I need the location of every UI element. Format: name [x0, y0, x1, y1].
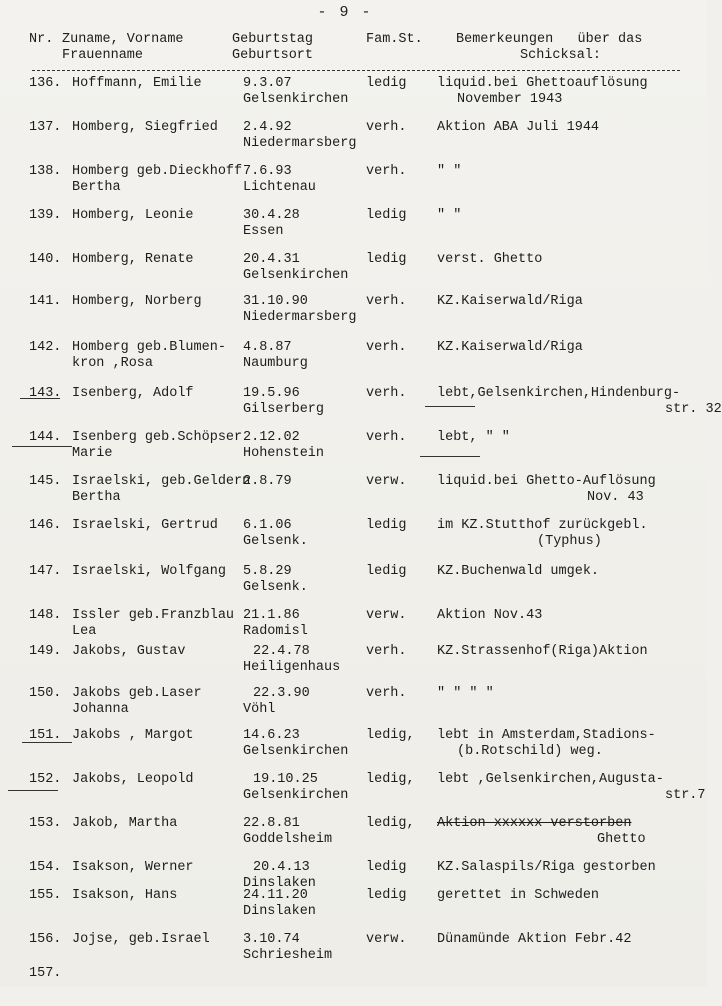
remarks-line1: im KZ.Stutthof zurückgebl.: [437, 518, 648, 533]
remarks: [437, 164, 699, 180]
remarks: [437, 860, 699, 876]
person-name-line1: Issler geb.Franzblau: [72, 608, 235, 623]
family-status: [366, 816, 434, 832]
remarks-line1: Aktion ABA Juli 1944: [437, 120, 600, 135]
entry-number-line1: 157.: [29, 966, 62, 981]
header-remarks-line2: Schicksal:: [520, 48, 602, 63]
table-row: [0, 728, 707, 768]
table-row: [0, 518, 707, 558]
person-name: [72, 686, 244, 718]
entry-number-line1: 148.: [29, 608, 62, 623]
remarks: [437, 686, 699, 702]
entry-number: [29, 474, 71, 490]
table-row: [0, 430, 707, 470]
person-name: [72, 728, 244, 744]
person-name-line1: Homberg, Norberg: [72, 294, 202, 309]
birth-info-line1: 31.10.90: [243, 294, 308, 309]
family-status-line1: verh.: [366, 386, 407, 401]
person-name: [72, 860, 244, 876]
table-row: [0, 772, 707, 812]
entry-number: [29, 888, 71, 904]
person-name: [72, 932, 244, 948]
entry-number-line1: 139.: [29, 208, 62, 223]
person-name: [72, 386, 244, 402]
family-status-line1: verw.: [366, 932, 407, 947]
remarks: [437, 120, 699, 136]
birth-info-line1: 20.4.13: [253, 860, 310, 875]
header-nr: Nr.: [29, 32, 54, 47]
person-name-line1: Isenberg, Adolf: [72, 386, 194, 401]
underline-144-remark: [420, 456, 480, 457]
header-fam: Fam.St.: [366, 32, 423, 47]
birth-info-line2: Gelsenkirchen: [243, 744, 349, 759]
birth-info-line2: Gelsenkirchen: [243, 92, 349, 107]
remarks: [437, 430, 699, 446]
birth-info-line1: 22.3.90: [253, 686, 310, 701]
page-number: - 9 -: [317, 4, 373, 21]
header-name-line2: Frauenname: [62, 48, 144, 63]
person-name-line1: Jakobs, Leopold: [72, 772, 194, 787]
remarks-line1: " " " ": [437, 686, 494, 701]
table-row: [0, 252, 707, 292]
birth-info-line2: Dinslaken: [243, 904, 316, 919]
birth-info: [243, 76, 383, 108]
remarks: [437, 772, 706, 804]
birth-info: [243, 608, 383, 640]
family-status-line1: verh.: [366, 294, 407, 309]
person-name-line1: Homberg geb.Dieckhoff: [72, 164, 243, 179]
table-row: [0, 386, 722, 426]
remarks-line1: liquid.bei Ghettoauflösung: [437, 76, 648, 91]
table-row: [0, 164, 707, 204]
table-row: [0, 644, 707, 684]
birth-info: [243, 430, 383, 462]
person-name-line1: Isakson, Werner: [72, 860, 194, 875]
entry-number-line1: 150.: [29, 686, 62, 701]
family-status: [366, 252, 434, 268]
birth-info-line1: 19.10.25: [253, 772, 318, 787]
person-name: [72, 294, 244, 310]
person-name-line1: Israelski, Gertrud: [72, 518, 218, 533]
remarks-line1: KZ.Kaiserwald/Riga: [437, 294, 583, 309]
family-status: [366, 430, 434, 446]
entry-number-line1: 151.: [29, 728, 62, 743]
person-name-line2: Marie: [72, 446, 113, 461]
birth-info: [243, 644, 383, 676]
family-status: [366, 932, 434, 948]
family-status: [366, 564, 434, 580]
remarks-line1: verst. Ghetto: [437, 252, 543, 267]
remarks-line1: " ": [437, 164, 462, 179]
remarks-line1: KZ.Buchenwald umgek.: [437, 564, 600, 579]
person-name: [72, 816, 244, 832]
person-name: [72, 340, 244, 372]
birth-info-line1: 20.4.31: [243, 252, 300, 267]
birth-info-line2: Radomisl: [243, 624, 308, 639]
remarks-line1: KZ.Salaspils/Riga gestorben: [437, 860, 656, 875]
person-name: [72, 518, 244, 534]
entry-number: [29, 386, 71, 402]
birth-info-line2: Goddelsheim: [243, 832, 333, 847]
table-row: [0, 888, 707, 928]
underline-152: [8, 790, 58, 791]
remarks-line1: Dünamünde Aktion Febr.42: [437, 932, 632, 947]
birth-info: [243, 208, 383, 240]
birth-info-line2: Essen: [243, 224, 284, 239]
table-row: [0, 294, 707, 334]
header-birth-line1: Geburtstag: [232, 32, 314, 47]
family-status: [366, 76, 434, 92]
family-status: [366, 686, 434, 702]
family-status: [366, 120, 434, 136]
family-status-line1: ledig,: [366, 728, 415, 743]
person-name: [72, 564, 244, 580]
entry-number: [29, 686, 71, 702]
family-status: [366, 644, 434, 660]
entry-number-line1: 156.: [29, 932, 62, 947]
remarks-line2: November 1943: [457, 92, 563, 107]
person-name-line1: Jakobs geb.Laser: [72, 686, 202, 701]
birth-info: [243, 294, 383, 326]
remarks-line2: (b.Rotschild) weg.: [457, 744, 603, 759]
remarks-line1: " ": [437, 208, 462, 223]
birth-info-line2: Schriesheim: [243, 948, 333, 963]
person-name: [72, 888, 244, 904]
birth-info-line2: Gelsenk.: [243, 580, 308, 595]
birth-info-line2: Gilserberg: [243, 402, 325, 417]
remarks: [437, 888, 699, 904]
birth-info-line2: Vöhl: [243, 702, 276, 717]
remarks: [437, 932, 699, 948]
birth-info: [243, 686, 383, 718]
person-name-line1: Isenberg geb.Schöpser: [72, 430, 243, 445]
entry-number-line1: 138.: [29, 164, 62, 179]
person-name: [72, 430, 244, 462]
birth-info-line2: Dinslaken: [243, 876, 316, 891]
family-status-line1: verh.: [366, 686, 407, 701]
person-name-line1: Israelski, Wolfgang: [72, 564, 226, 579]
family-status: [366, 888, 434, 904]
family-status: [366, 294, 434, 310]
family-status: [366, 208, 434, 224]
family-status: [366, 164, 434, 180]
entry-number: [29, 564, 71, 580]
remarks: [437, 816, 699, 848]
person-name-line1: Jakob, Martha: [72, 816, 178, 831]
person-name-line1: Isakson, Hans: [72, 888, 178, 903]
entry-number-line1: 154.: [29, 860, 62, 875]
birth-info: [243, 386, 383, 418]
table-row: [0, 686, 707, 726]
birth-info: [243, 772, 383, 804]
person-name-line1: Hoffmann, Emilie: [72, 76, 202, 91]
person-name: [72, 76, 244, 92]
family-status-line1: ledig: [366, 860, 407, 875]
remarks-line1: gerettet in Schweden: [437, 888, 600, 903]
entry-number-line1: 153.: [29, 816, 62, 831]
person-name-line1: Israelski, geb.Geldern: [72, 474, 251, 489]
birth-info-line2: Gelsenkirchen: [243, 788, 349, 803]
person-name-line2: Bertha: [72, 490, 121, 505]
entry-number: [29, 120, 71, 136]
family-status: [366, 518, 434, 534]
family-status: [366, 386, 434, 402]
remarks-line1: lebt in Amsterdam,Stadions-: [437, 728, 656, 743]
birth-info-line1: 21.1.86: [243, 608, 300, 623]
entry-number-line1: 136.: [29, 76, 62, 91]
birth-info-line1: 2.12.02: [243, 430, 300, 445]
person-name: [72, 474, 251, 506]
underline-151: [22, 742, 72, 743]
header-name-line1: Zuname, Vorname: [62, 32, 184, 47]
entry-number-line1: 145.: [29, 474, 62, 489]
person-name: [72, 164, 244, 196]
table-row: [0, 120, 707, 160]
person-name-line2: kron ,Rosa: [72, 356, 154, 371]
family-status: [366, 772, 434, 788]
remarks-line2: Ghetto: [597, 832, 646, 847]
underline-144: [12, 446, 72, 447]
remarks-line2: str.7: [665, 788, 706, 803]
person-name-line1: Jojse, geb.Israel: [72, 932, 210, 947]
birth-info-line2: Naumburg: [243, 356, 308, 371]
birth-info-line1: 30.4.28: [243, 208, 300, 223]
family-status: [366, 608, 434, 624]
remarks: [437, 474, 699, 506]
remarks: [437, 294, 699, 310]
family-status-line1: ledig: [366, 252, 407, 267]
family-status-line1: verh.: [366, 120, 407, 135]
family-status: [366, 340, 434, 356]
entry-number-line1: 152.: [29, 772, 62, 787]
entry-number: [29, 816, 71, 832]
birth-info-line2: Lichtenau: [243, 180, 316, 195]
entry-number: [29, 208, 71, 224]
birth-info: [243, 888, 383, 920]
entry-number-line1: 144.: [29, 430, 62, 445]
birth-info-line1: 22.4.78: [253, 644, 310, 659]
birth-info-line1: 7.6.93: [243, 164, 292, 179]
remarks: [437, 252, 699, 268]
entry-number: [29, 518, 71, 534]
table-row: [0, 208, 707, 248]
birth-info-line1: 3.10.74: [243, 932, 300, 947]
entry-number: [29, 430, 71, 446]
family-status-line1: ledig: [366, 208, 407, 223]
birth-info-line1: 4.8.87: [243, 340, 292, 355]
birth-info-line2: Heiligenhaus: [243, 660, 341, 675]
family-status-line1: verh.: [366, 644, 407, 659]
remarks: [437, 76, 699, 108]
birth-info-line1: 24.11.20: [243, 888, 308, 903]
remarks: [437, 608, 699, 624]
family-status-line1: verh.: [366, 340, 407, 355]
family-status-line1: verw.: [366, 474, 407, 489]
person-name: [72, 252, 244, 268]
underline-143: [20, 398, 60, 399]
birth-info-line1: 2.4.92: [243, 120, 292, 135]
header-rule: [32, 70, 680, 71]
person-name: [72, 208, 244, 224]
birth-info-line1: 19.5.96: [243, 386, 300, 401]
remarks-line2: (Typhus): [537, 534, 602, 549]
table-header: [0, 32, 707, 72]
entry-number: [29, 644, 71, 660]
entry-number-line1: 140.: [29, 252, 62, 267]
remarks-line1: Aktion Nov.43: [437, 608, 543, 623]
remarks-line1: lebt, " ": [437, 430, 510, 445]
remarks-line2: str. 32: [665, 402, 722, 417]
entry-number: [29, 340, 71, 356]
birth-info-line1: 2.8.79: [243, 474, 292, 489]
entry-number: [29, 294, 71, 310]
table-row: [0, 564, 707, 604]
remarks-line1: Aktion xxxxxx verstorben: [437, 816, 632, 831]
remarks-line1: KZ.Strassenhof(Riga)Aktion: [437, 644, 648, 659]
entry-number-line1: 137.: [29, 120, 62, 135]
family-status-line1: ledig,: [366, 772, 415, 787]
remarks: [437, 644, 699, 660]
person-name: [72, 120, 244, 136]
table-row: [0, 966, 707, 1006]
birth-info-line1: 5.8.29: [243, 564, 292, 579]
family-status: [366, 728, 434, 744]
entry-number-line1: 149.: [29, 644, 62, 659]
entry-number-line1: 141.: [29, 294, 62, 309]
family-status-line1: ledig: [366, 518, 407, 533]
remarks: [437, 564, 699, 580]
birth-info-line2: Hohenstein: [243, 446, 325, 461]
remarks: [437, 728, 699, 760]
birth-info: [243, 932, 383, 964]
person-name: [72, 608, 244, 640]
remarks-line1: liquid.bei Ghetto-Auflösung: [437, 474, 656, 489]
person-name-line1: Jakobs , Margot: [72, 728, 194, 743]
birth-info: [243, 728, 383, 760]
birth-info: [243, 340, 383, 372]
family-status-line1: verh.: [366, 430, 407, 445]
entry-number-line1: 155.: [29, 888, 62, 903]
birth-info: [243, 518, 383, 550]
remarks-line2: Nov. 43: [587, 490, 644, 505]
birth-info-line2: Niedermarsberg: [243, 136, 357, 151]
entry-number: [29, 860, 71, 876]
entry-number: [29, 772, 71, 788]
family-status-line1: verh.: [366, 164, 407, 179]
table-row: [0, 76, 707, 116]
birth-info: [243, 252, 383, 284]
birth-info: [243, 164, 383, 196]
birth-info-line2: Gelsenkirchen: [243, 268, 349, 283]
entry-number: [29, 164, 71, 180]
remarks: [437, 340, 699, 356]
entry-number: [29, 252, 71, 268]
entry-number: [29, 932, 71, 948]
remarks: [437, 208, 699, 224]
person-name-line1: Homberg, Siegfried: [72, 120, 218, 135]
person-name: [72, 644, 244, 660]
person-name-line1: Jakobs, Gustav: [72, 644, 186, 659]
birth-info: [243, 816, 383, 848]
remarks: [437, 518, 699, 550]
entry-number-line1: 146.: [29, 518, 62, 533]
family-status-line1: verw.: [366, 608, 407, 623]
remarks: [437, 386, 722, 418]
table-row: [0, 340, 707, 380]
birth-info-line2: Gelsenk.: [243, 534, 308, 549]
entry-number: [29, 608, 71, 624]
person-name-line2: Lea: [72, 624, 97, 639]
underline-143-remark: [425, 406, 475, 407]
entry-number-line1: 147.: [29, 564, 62, 579]
header-birth-line2: Geburtsort: [232, 48, 314, 63]
birth-info-line1: 14.6.23: [243, 728, 300, 743]
birth-info-line1: 6.1.06: [243, 518, 292, 533]
family-status-line1: ledig,: [366, 816, 415, 831]
person-name-line1: Homberg, Renate: [72, 252, 194, 267]
entry-number-line1: 143.: [29, 386, 62, 401]
family-status-line1: ledig: [366, 888, 407, 903]
remarks-line1: KZ.Kaiserwald/Riga: [437, 340, 583, 355]
birth-info: [243, 120, 383, 152]
birth-info-line1: 22.8.81: [243, 816, 300, 831]
header-remarks-line1: Bemerkeungen über das: [456, 32, 643, 47]
entry-number-line1: 142.: [29, 340, 62, 355]
birth-info: [243, 564, 383, 596]
entry-number: [29, 76, 71, 92]
table-row: [0, 816, 707, 856]
person-name-line2: Bertha: [72, 180, 121, 195]
birth-info-line2: Niedermarsberg: [243, 310, 357, 325]
person-name: [72, 772, 244, 788]
table-row: [0, 608, 707, 648]
person-name-line1: Homberg, Leonie: [72, 208, 194, 223]
family-status: [366, 474, 434, 490]
remarks-line1: lebt ,Gelsenkirchen,Augusta-: [437, 772, 664, 787]
person-name-line2: Johanna: [72, 702, 129, 717]
family-status: [366, 860, 434, 876]
person-name-line1: Homberg geb.Blumen-: [72, 340, 226, 355]
family-status-line1: ledig: [366, 76, 407, 91]
entry-number: [29, 966, 71, 982]
table-row: [0, 474, 707, 514]
birth-info: [243, 474, 383, 490]
family-status-line1: ledig: [366, 564, 407, 579]
birth-info-line1: 9.3.07: [243, 76, 292, 91]
remarks-line1: lebt,Gelsenkirchen,Hindenburg-: [437, 386, 681, 401]
